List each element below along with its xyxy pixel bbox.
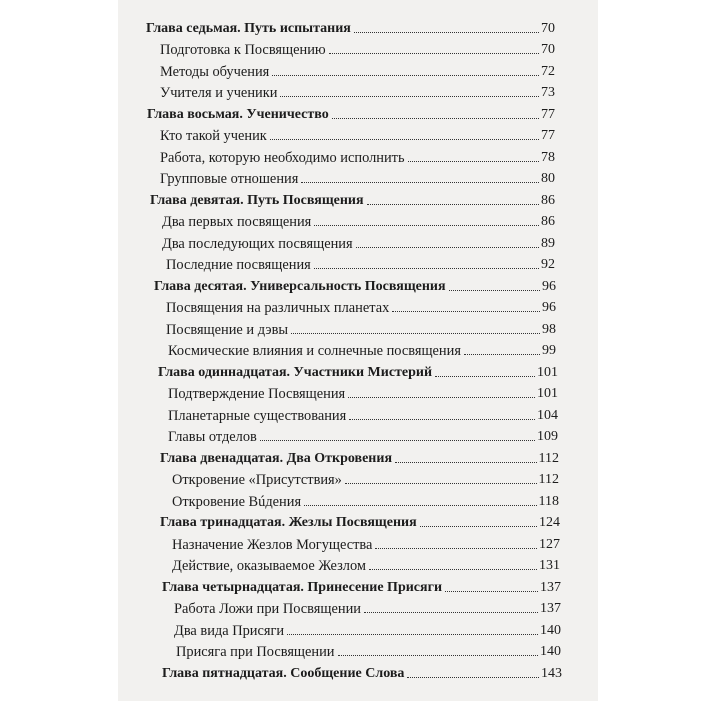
toc-section-row [118, 230, 555, 252]
toc-chapter-row [118, 359, 558, 381]
toc-leader-dots [345, 483, 537, 484]
toc-leader-dots [464, 354, 540, 355]
toc-section-row [118, 338, 556, 360]
toc-leader-dots [408, 161, 539, 162]
toc-section-title: Назначение Жезлов Могущества [172, 536, 373, 553]
toc-page-number: 89 [541, 235, 555, 251]
toc-section-row [118, 531, 560, 553]
toc-section-title: Работа Ложи при Посвящении [174, 601, 361, 617]
toc-chapter-title: Глава тринадцатая. Жезлы Посвящения [160, 515, 417, 530]
toc-section-title: Работа, которую необходимо исполнить [160, 149, 405, 166]
toc-leader-dots [392, 311, 540, 312]
toc-section-title: Подготовка к Посвящению [160, 42, 326, 58]
toc-leader-dots [445, 591, 538, 592]
toc-page-number: 98 [542, 321, 556, 337]
toc-leader-dots [348, 397, 535, 398]
toc-page-number: 140 [540, 644, 561, 659]
toc-section-title: Планетарные существования [168, 407, 347, 424]
toc-chapter-title: Глава двенадцатая. Два Откровения [160, 450, 393, 466]
toc-chapter-row [118, 101, 555, 123]
toc-section-title: Действие, оказываемое Жезлом [172, 558, 367, 574]
toc-leader-dots [354, 32, 539, 33]
toc-leader-dots [420, 526, 537, 527]
toc-leader-dots [314, 225, 539, 226]
toc-section-row [118, 617, 561, 639]
toc-page-number: 118 [538, 493, 559, 509]
toc-leader-dots [270, 139, 539, 140]
toc-page-number: 70 [541, 42, 555, 57]
toc-section-title: Посвящение и дэвы [166, 321, 289, 338]
toc-leader-dots [272, 75, 539, 76]
toc-chapter-row [118, 510, 560, 532]
toc-section-title: Два вида Присяги [174, 622, 285, 639]
toc-page-number: 80 [541, 171, 555, 186]
toc-page-number: 137 [540, 601, 561, 616]
toc-leader-dots [449, 290, 540, 291]
toc-page-number: 73 [541, 85, 555, 100]
toc-section-row [118, 402, 558, 424]
toc-section-title: Методы обучения [160, 63, 270, 80]
toc-page-number: 137 [540, 579, 561, 595]
toc-leader-dots [407, 677, 539, 678]
toc-section-title: Главы отделов [168, 429, 257, 445]
toc-section-title: Последние посвящения [166, 257, 311, 273]
toc-section-title: Откровение Вúдения [172, 493, 302, 510]
toc-section-row [118, 488, 559, 510]
toc-section-title: Посвящения на различных планетах [166, 300, 390, 316]
toc-page-number: 99 [542, 343, 556, 358]
toc-section-title: Присяга при Посвящении [176, 644, 335, 660]
toc-page-number: 124 [539, 515, 560, 530]
toc-section-row [118, 295, 556, 317]
toc-page-number: 112 [538, 450, 559, 466]
toc-section-row [118, 424, 558, 446]
toc-leader-dots [369, 569, 537, 570]
toc-chapter-row [118, 273, 556, 295]
toc-page-number: 127 [539, 536, 560, 552]
toc-page-number: 109 [537, 429, 558, 444]
table-of-contents [118, 15, 598, 682]
toc-leader-dots [314, 268, 539, 269]
toc-page-number: 140 [540, 622, 561, 638]
toc-leader-dots [329, 53, 539, 54]
toc-section-row [118, 37, 555, 59]
toc-page-number: 143 [541, 665, 562, 681]
toc-section-row [118, 596, 561, 618]
toc-leader-dots [301, 182, 539, 183]
toc-page-number: 86 [541, 192, 555, 208]
toc-section-title: Космические влияния и солнечные посвящения [168, 343, 461, 359]
toc-section-row [118, 381, 558, 403]
toc-leader-dots [364, 612, 538, 613]
toc-leader-dots [367, 204, 539, 205]
toc-leader-dots [291, 333, 540, 334]
toc-chapter-title: Глава четырнадцатая. Принесение Присяги [162, 579, 443, 595]
toc-section-row [118, 209, 555, 231]
toc-page-number: 70 [541, 20, 555, 36]
toc-leader-dots [304, 505, 536, 506]
toc-page-number: 101 [537, 364, 558, 380]
toc-page-number: 112 [538, 472, 559, 487]
toc-page-number: 96 [542, 300, 556, 315]
toc-chapter-row [118, 15, 555, 37]
toc-section-row [118, 144, 555, 166]
toc-section-title: Групповые отношения [160, 171, 299, 187]
toc-leader-dots [349, 419, 535, 420]
toc-section-row [118, 553, 560, 575]
toc-section-row [118, 58, 555, 80]
toc-page-number: 72 [541, 63, 555, 79]
toc-section-row [118, 639, 561, 661]
toc-page-number: 92 [541, 257, 555, 272]
toc-chapter-row [118, 445, 559, 467]
toc-leader-dots [356, 247, 539, 248]
toc-section-row [118, 316, 556, 338]
toc-page-number: 131 [539, 558, 560, 573]
toc-section-row [118, 252, 555, 274]
toc-page-number: 86 [541, 214, 555, 229]
toc-chapter-title: Глава десятая. Универсальность Посвящения [154, 278, 446, 294]
toc-leader-dots [280, 96, 539, 97]
toc-leader-dots [375, 548, 537, 549]
toc-chapter-title: Глава пятнадцатая. Сообщение Слова [162, 665, 405, 681]
toc-section-title: Кто такой ученик [160, 128, 267, 144]
toc-leader-dots [338, 655, 538, 656]
toc-leader-dots [332, 118, 539, 119]
toc-section-title: Откровение «Присутствия» [172, 472, 342, 488]
toc-chapter-row [118, 187, 555, 209]
toc-page-number: 77 [541, 128, 555, 143]
toc-page-number: 104 [537, 407, 558, 423]
toc-chapter-title: Глава одиннадцатая. Участники Мистерий [158, 364, 433, 380]
toc-section-row [118, 166, 555, 188]
toc-page-number: 96 [542, 278, 556, 294]
book-page [118, 0, 598, 701]
toc-page-number: 101 [537, 386, 558, 401]
toc-section-title: Подтверждение Посвящения [168, 386, 346, 402]
toc-leader-dots [287, 634, 538, 635]
toc-section-title: Два последующих посвящения [162, 235, 353, 252]
toc-section-row [118, 80, 555, 102]
toc-page-number: 77 [541, 106, 555, 122]
toc-leader-dots [260, 440, 535, 441]
toc-section-row [118, 467, 559, 489]
toc-chapter-row [118, 660, 562, 682]
toc-chapter-row [118, 574, 561, 596]
toc-leader-dots [395, 462, 536, 463]
toc-chapter-title: Глава девятая. Путь Посвящения [150, 192, 364, 208]
toc-section-title: Учителя и ученики [160, 85, 278, 101]
toc-leader-dots [435, 376, 535, 377]
toc-section-title: Два первых посвящения [162, 214, 312, 230]
toc-chapter-title: Глава седьмая. Путь испытания [146, 20, 351, 36]
toc-page-number: 78 [541, 149, 555, 165]
toc-section-row [118, 123, 555, 145]
toc-chapter-title: Глава восьмая. Ученичество [147, 106, 329, 122]
